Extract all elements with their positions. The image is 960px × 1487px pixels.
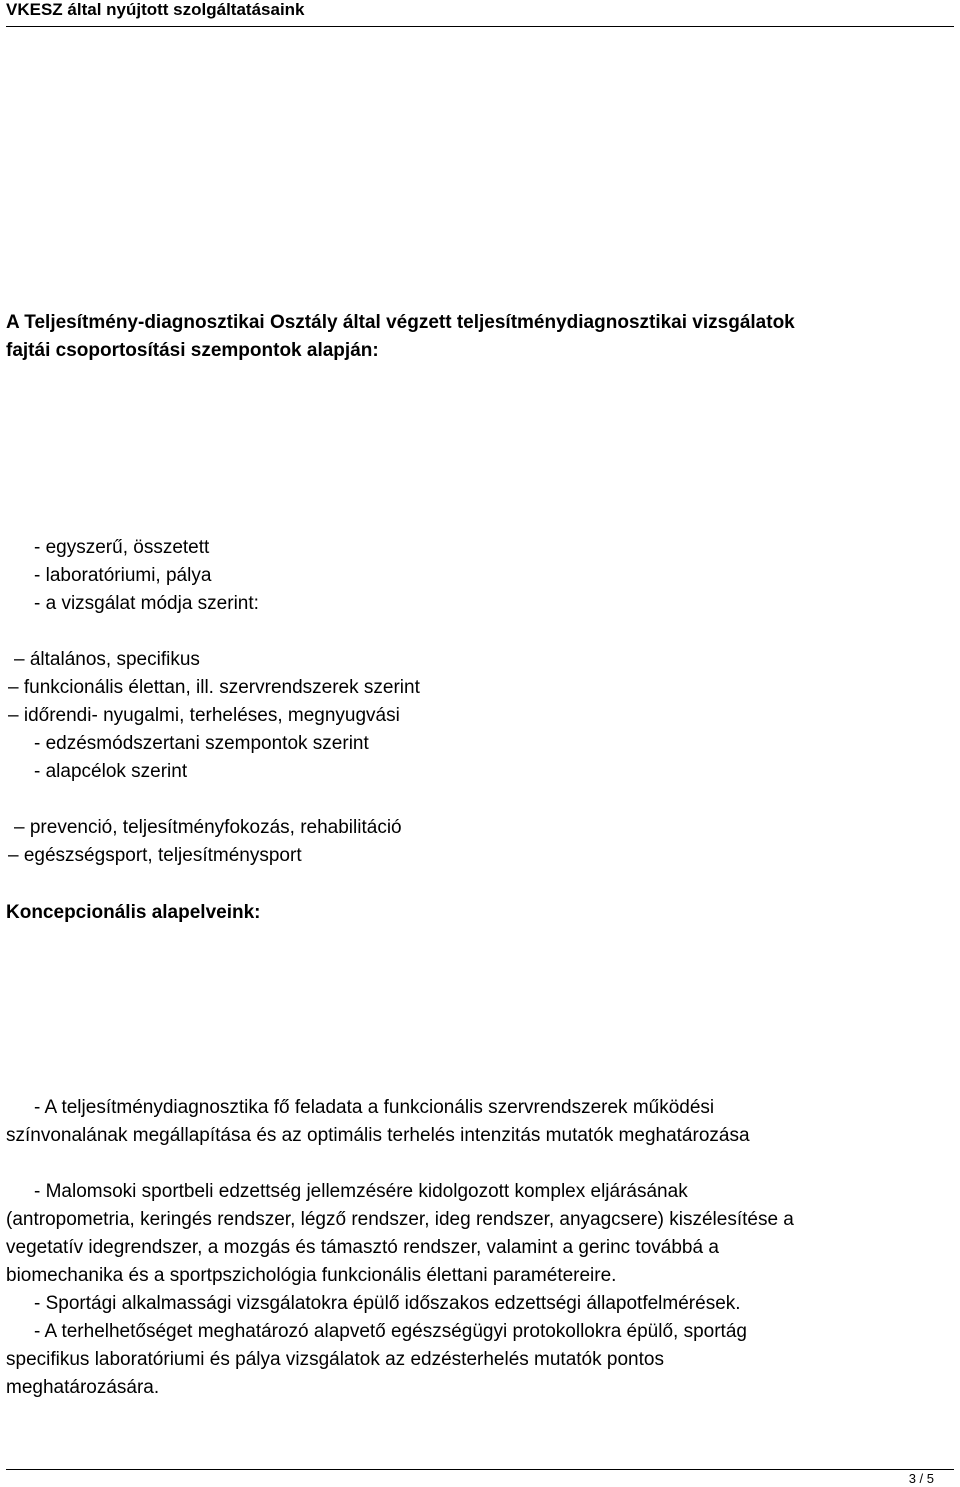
list-item: - a vizsgálat módja szerint: [34,593,259,614]
section-heading-line-2: fajtái csoportosítási szempontok alapján: [6,340,379,361]
paragraph-line: (antropometria, keringés rendszer, légző rendszer, ideg rendszer, anyagcsere) kiszélesítése a [6,1209,794,1230]
list-item [8,677,420,699]
list-item-text: funkcionális élettan, ill. szervrendszerek szerint [23,677,420,698]
list-item [14,649,200,671]
dash-bullet: – [8,705,19,726]
list-item: - egyszerű, összetett [34,537,210,558]
list-item-text: prevenció, teljesítményfokozás, rehabilitáció [29,817,402,838]
concept-heading: Koncepcionális alapelveink: [6,902,261,923]
page-number: 3 / 5 [908,1471,934,1486]
paragraph-line: biomechanika és a sportpszichológia funkcionális élettani paramétereire. [6,1265,617,1286]
footer-divider [6,1469,954,1470]
list-item: - alapcélok szerint [34,761,188,782]
paragraph-line: - Malomsoki sportbeli edzettség jellemzésére kidolgozott komplex eljárásának [34,1181,688,1202]
paragraph-line: vegetatív idegrendszer, a mozgás és támasztó rendszer, valamint a gerinc továbbá a [6,1237,719,1258]
document-header-title: VKESZ által nyújtott szolgáltatásaink [6,0,305,19]
paragraph-line: - A teljesítménydiagnosztika fő feladata a funkcionális szervrendszerek működési [34,1097,715,1118]
paragraph-line: meghatározására. [6,1377,160,1398]
dash-bullet: – [14,817,25,838]
list-item [8,845,302,867]
paragraph-line: színvonalának megállapítása és az optimális terhelés intenzitás mutatók meghatározása [6,1125,750,1146]
section-heading-line-1: A Teljesítmény-diagnosztikai Osztály által végzett teljesítménydiagnosztikai vizsgálatok [6,312,795,333]
header-divider [6,26,954,27]
list-item [14,817,402,839]
list-item-text: általános, specifikus [29,649,200,670]
list-item: - edzésmódszertani szempontok szerint [34,733,369,754]
paragraph-line: specifikus laboratóriumi és pálya vizsgálatok az edzésterhelés mutatók pontos [6,1349,664,1370]
list-item-text: egészségsport, teljesítménysport [23,845,302,866]
list-item [8,705,400,727]
dash-bullet: – [8,677,19,698]
dash-bullet: – [8,845,19,866]
paragraph-line: - Sportági alkalmassági vizsgálatokra épülő időszakos edzettségi állapotfelmérések. [34,1293,741,1314]
dash-bullet: – [14,649,25,670]
list-item: - laboratóriumi, pálya [34,565,212,586]
paragraph-line: - A terhelhetőséget meghatározó alapvető egészségügyi protokollokra épülő, sportág [34,1321,747,1342]
list-item-text: időrendi- nyugalmi, terheléses, megnyugvási [23,705,400,726]
